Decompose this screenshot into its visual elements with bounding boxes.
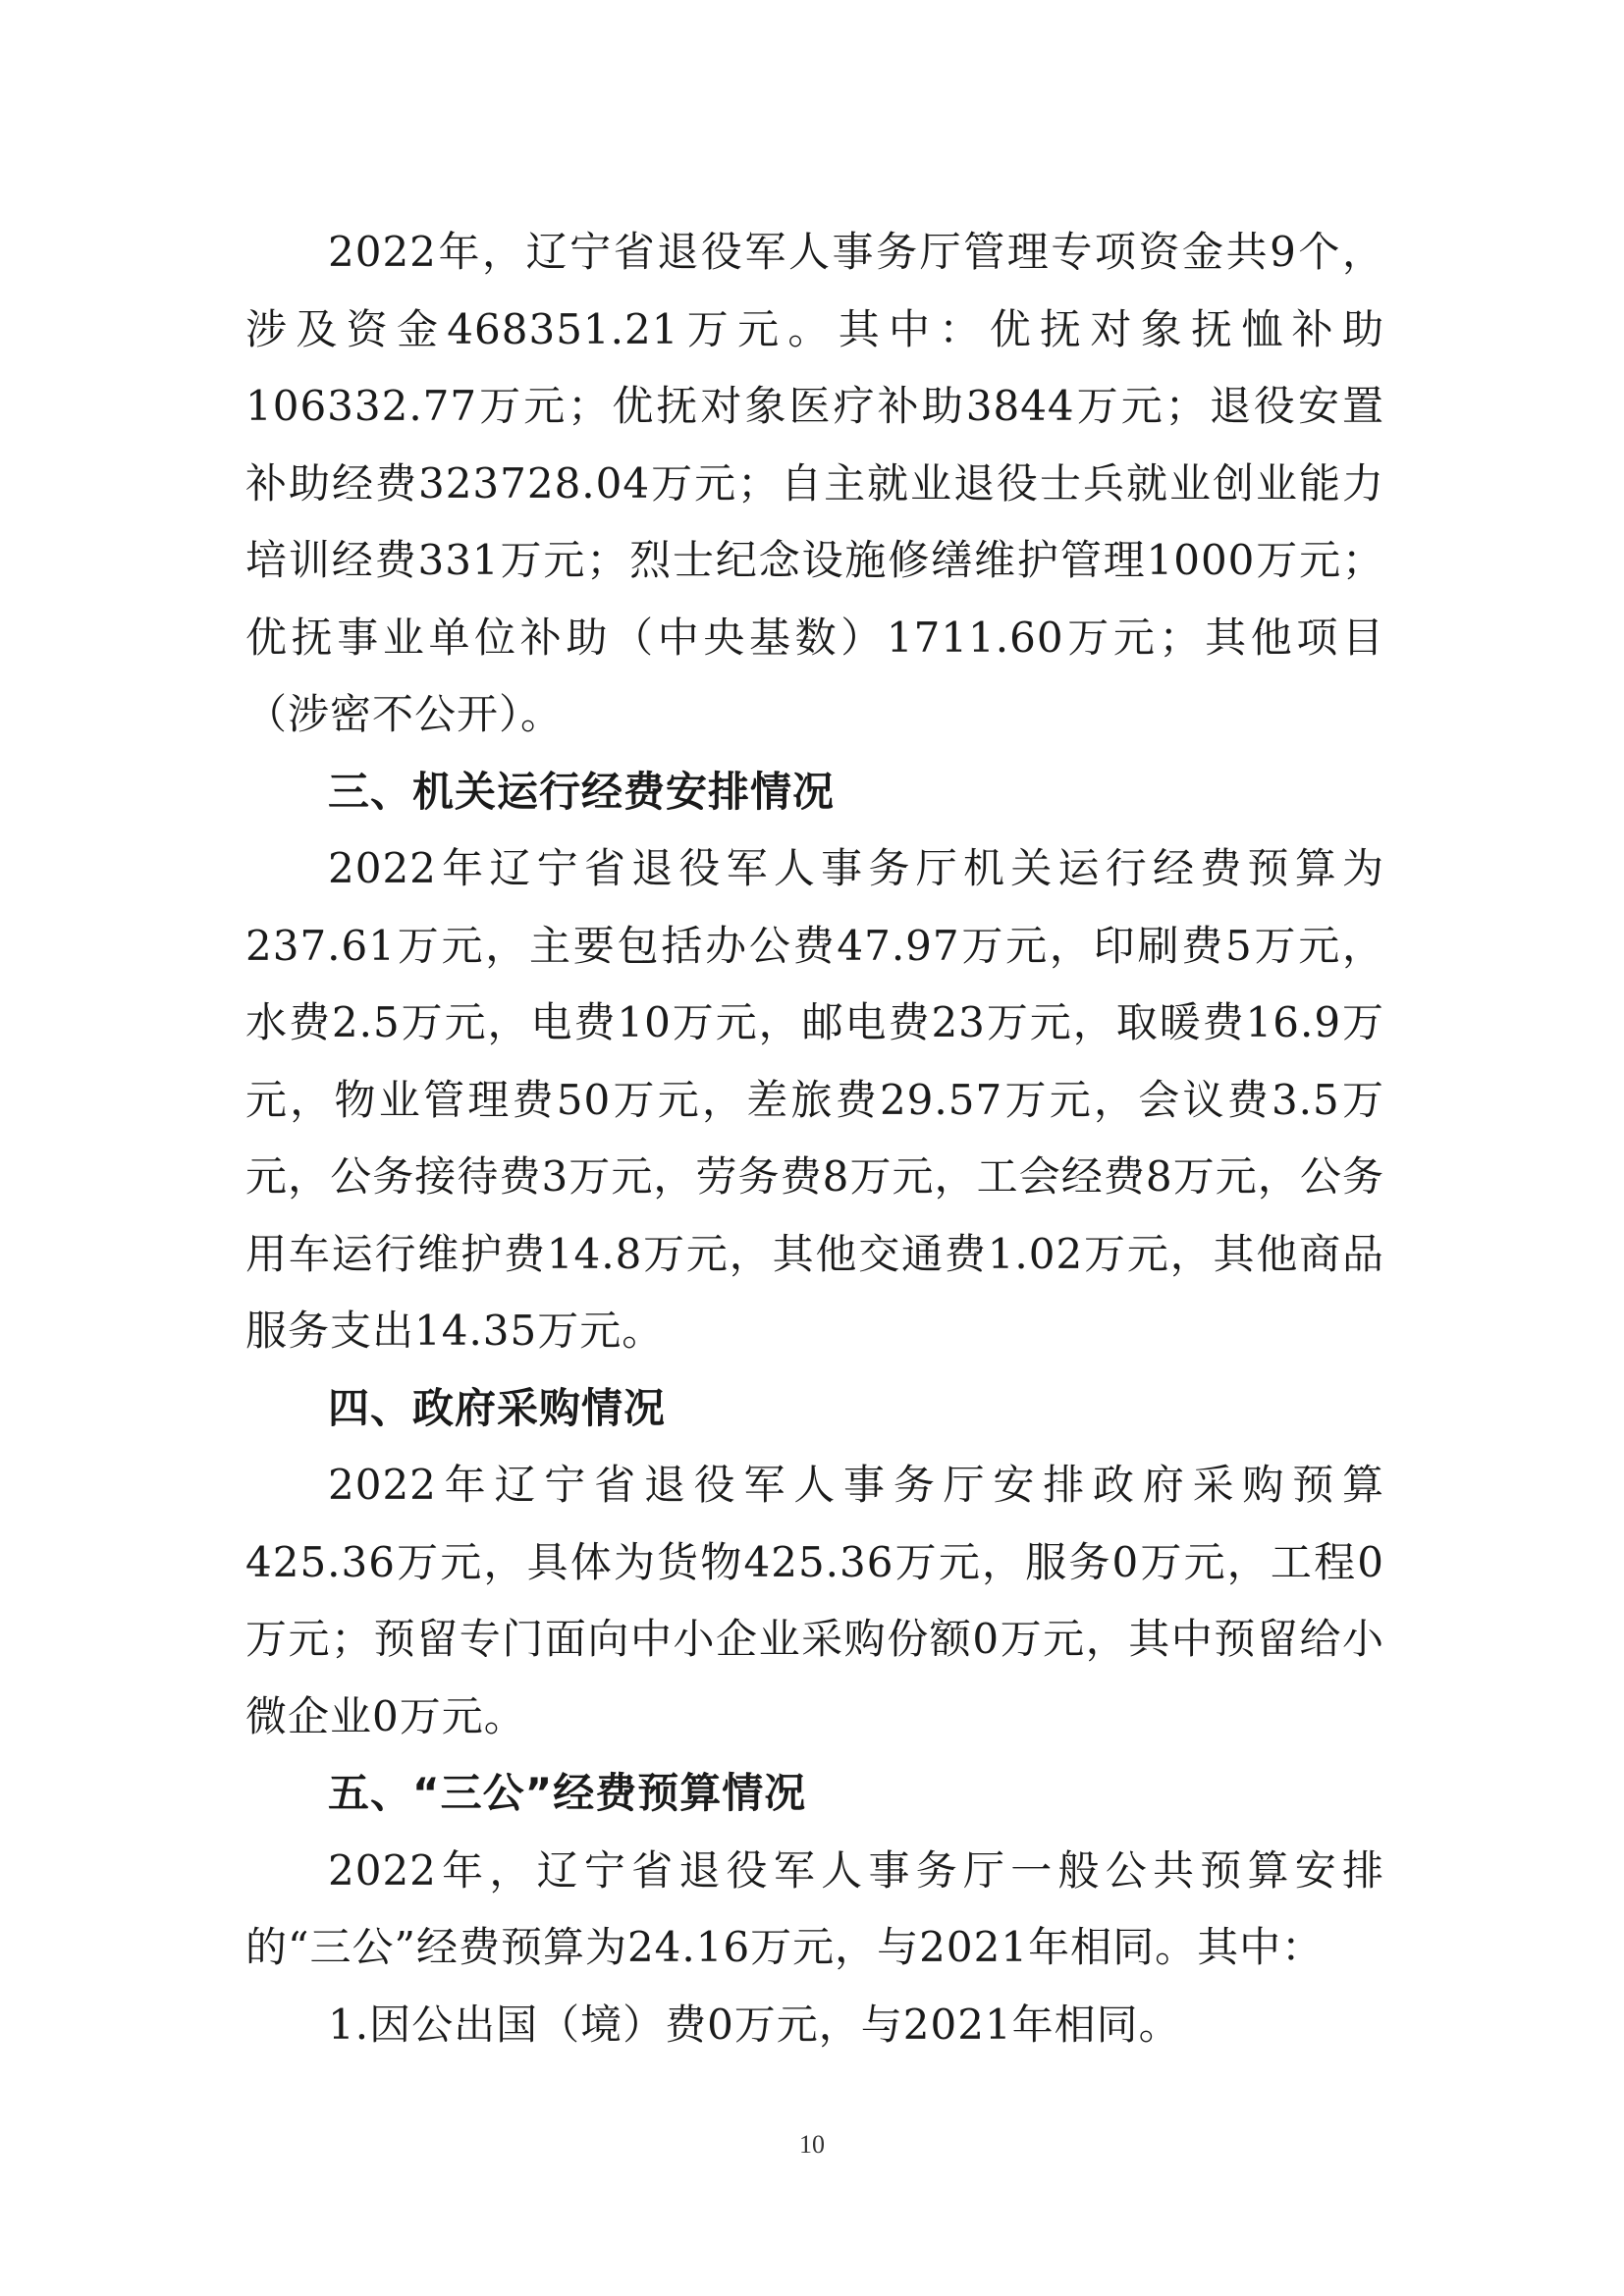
document-body — [245, 214, 1384, 2063]
paragraph-special-funds: 2022年，辽宁省退役军人事务厅管理专项资金共9个，涉及资金468351.21万元。其中：优抚对象抚恤补助106332.77万元；优抚对象医疗补助3844万元；退役安置补助经费323728.04万元；自主就业退役士兵就业创业能力培训经费331万元；烈士纪念设施修缮维护管理1000万元；优抚事业单位补助（中央基数）1711.60万元；其他项目（涉密不公开）。 — [245, 228, 1384, 738]
heading-operating-expenses: 三、机关运行经费安排情况 — [328, 767, 836, 816]
page-number: 10 — [799, 2130, 825, 2159]
paragraph-government-procurement: 2022年辽宁省退役军人事务厅安排政府采购预算425.36万元，具体为货物425.36万元，服务0万元，工程0万元；预留专门面向中小企业采购份额0万元，其中预留给小微企业0万元。 — [245, 1461, 1384, 1740]
paragraph-three-public-expenses: 2022年，辽宁省退役军人事务厅一般公共预算安排的“三公”经费预算为24.16万元，与2021年相同。其中： — [245, 1845, 1384, 1971]
heading-three-public-expenses: 五、“三公”经费预算情况 — [328, 1769, 807, 1817]
heading-government-procurement: 四、政府采购情况 — [328, 1383, 667, 1432]
paragraph-overseas-travel: 1.因公出国（境）费0万元，与2021年相同。 — [328, 2000, 1181, 2049]
paragraph-operating-expenses: 2022年辽宁省退役军人事务厅机关运行经费预算为237.61万元，主要包括办公费47.97万元，印刷费5万元，水费2.5万元，电费10万元，邮电费23万元，取暖费16.9万元，物业管理费50万元，差旅费29.57万元，会议费3.5万元，公务接待费3万元，劳务费8万元，工会经费8万元，公务用车运行维护费14.8万元，其他交通费1.02万元，其他商品服务支出14.35万元。 — [245, 844, 1384, 1355]
